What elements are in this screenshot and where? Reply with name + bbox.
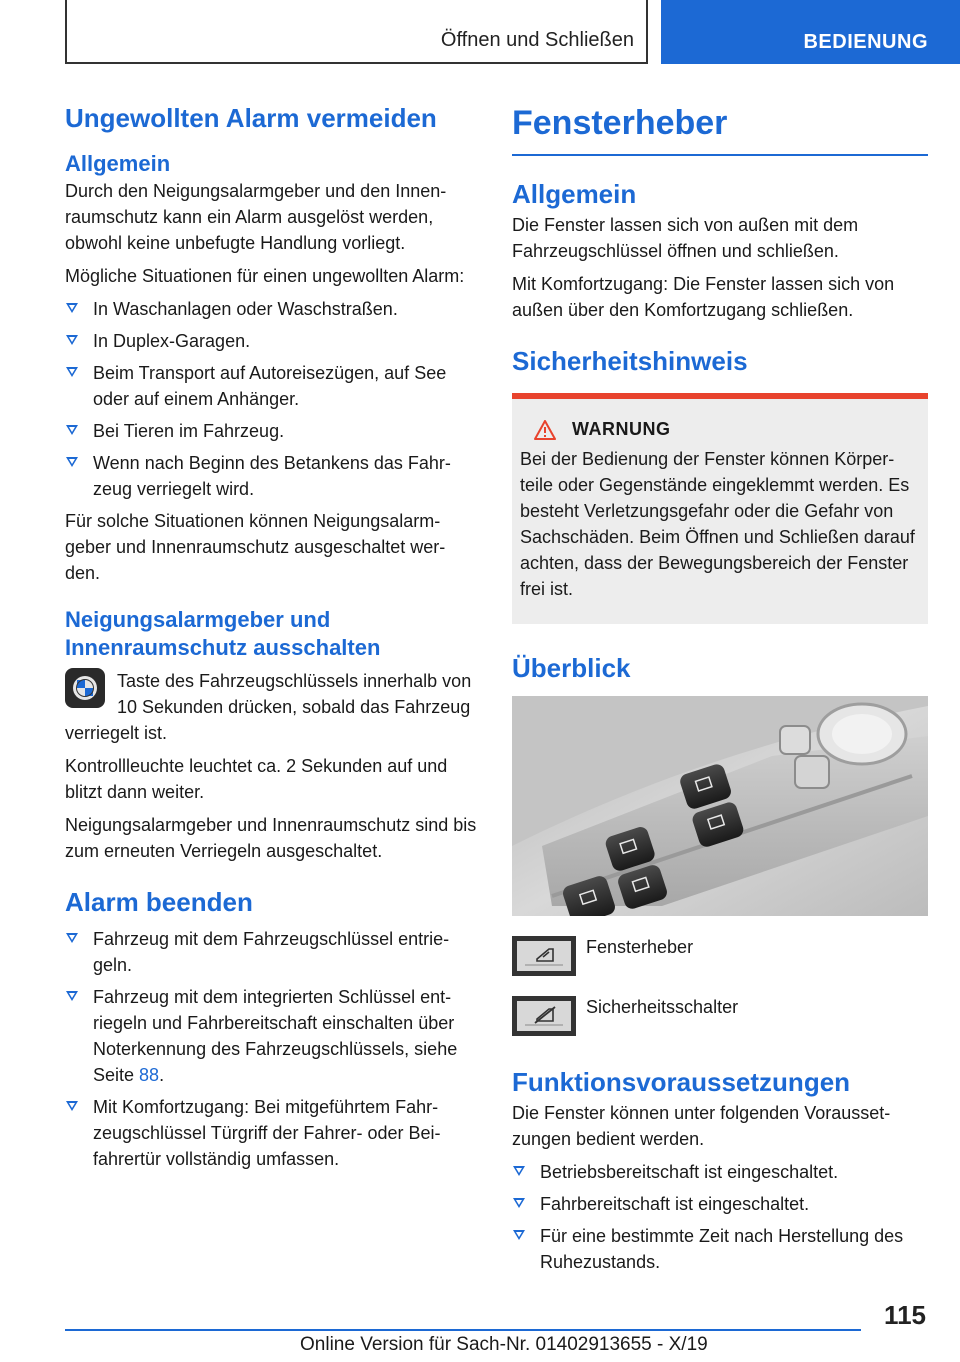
footer-divider [65, 1329, 861, 1331]
footer-online-version: Online Version für Sach-Nr. 01402913655 - X/19 [300, 1334, 708, 1355]
heading-funktionsvoraussetzungen: Funktionsvoraussetzungen [512, 1067, 851, 1097]
warning-text: Bei der Bedienung der Fenster können Körper-teile oder Gegenstände eingeklemmt werden. Es besteht Verletzungsgefahr oder die Gefahr von Sachschäden. Beim Öffnen und Schließen darauf achten, dass der Bewegungsbereich der Fenster frei ist. [520, 449, 915, 599]
heading-alarm-beenden: Alarm beenden [65, 887, 253, 917]
heading-allgemein-right: Allgemein [512, 179, 637, 209]
list-item: Fahrbereitschaft ist eingeschaltet. [512, 1191, 928, 1217]
list-item: Mit Komfortzugang: Bei mitgeführtem Fahr-zeugschlüssel Türgriff der Fahrer- oder Bei-fahrertür vollständig umfassen. [65, 1094, 480, 1172]
paragraph: Neigungsalarmgeber und Innenraumschutz sind bis zum erneuten Verriegeln ausgeschaltet. [65, 815, 477, 861]
end-alarm-list [65, 926, 480, 1172]
bullet-triangle-icon [513, 1166, 525, 1176]
bullet-triangle-icon [66, 425, 78, 435]
warning-box [512, 393, 928, 624]
right-column [512, 100, 928, 1281]
paragraph: Taste des Fahrzeugschlüssels innerhalb von 10 Sekunden drücken, sobald das Fahrzeug verriegelt ist. [65, 671, 472, 743]
heading-allgemein-left: Allgemein [65, 151, 171, 176]
left-column [65, 100, 480, 1178]
list-item: Fahrzeug mit dem Fahrzeugschlüssel entrie-geln. [65, 926, 480, 978]
legend-label: Sicherheitsschalter [586, 997, 739, 1017]
bullet-triangle-icon [66, 335, 78, 345]
list-item: Wenn nach Beginn des Betankens das Fahr-zeug verriegelt wird. [65, 450, 480, 502]
heading-sicherheitshinweis: Sicherheitshinweis [512, 346, 748, 376]
window-switch-icon [512, 936, 576, 976]
page-link[interactable]: 88 [139, 1065, 160, 1085]
paragraph: Für solche Situationen können Neigungsalarm-geber und Innenraumschutz ausgeschaltet wer-den. [65, 511, 446, 583]
paragraph: Die Fenster können unter folgenden Vorausset-zungen bedient werden. [512, 1103, 891, 1149]
heading-fensterheber: Fensterheber [512, 100, 928, 156]
page-number: 115 [884, 1300, 926, 1330]
warning-triangle-icon [534, 420, 556, 440]
heading-ueberblick: Überblick [512, 653, 631, 683]
bullet-triangle-icon [513, 1198, 525, 1208]
heading-ausschalten: Neigungsalarmgeber und Innenraumschutz ausschalten [65, 607, 381, 660]
bullet-triangle-icon [66, 933, 78, 943]
warning-title: WARNUNG [520, 419, 920, 440]
list-item: Fahrzeug mit dem integrierten Schlüssel ent-riegeln und Fahrbereitschaft einschalten über Noterkennung des Fahrzeugschlüssels, siehe Seite 88. [65, 984, 480, 1088]
header-section-tab [65, 0, 648, 64]
heading-ungewollten-alarm: Ungewollten Alarm vermeiden [65, 103, 437, 133]
legend-label: Fensterheber [586, 937, 694, 957]
key-lock-button-icon [65, 668, 105, 708]
bullet-triangle-icon [66, 457, 78, 467]
header-chapter-tab[interactable] [661, 0, 960, 64]
bullet-triangle-icon [66, 303, 78, 313]
legend-row [512, 996, 928, 1036]
bullet-triangle-icon [513, 1230, 525, 1240]
legend-row [512, 936, 928, 976]
list-item: Betriebsbereitschaft ist eingeschaltet. [512, 1159, 928, 1185]
paragraph: Mögliche Situationen für einen ungewollten Alarm: [65, 266, 465, 286]
bullet-triangle-icon [66, 1101, 78, 1111]
brand-logo-icon [73, 676, 97, 700]
paragraph: Kontrollleuchte leuchtet ca. 2 Sekunden auf und blitzt dann weiter. [65, 756, 448, 802]
key-instruction [65, 668, 480, 746]
conditions-list [512, 1159, 928, 1275]
list-item: Beim Transport auf Autoreisezügen, auf See oder auf einem Anhänger. [65, 360, 480, 412]
list-item: Für eine bestimmte Zeit nach Herstellung des Ruhezustands. [512, 1223, 928, 1275]
header-section-title: Öffnen und Schließen [440, 29, 634, 51]
situations-list [65, 296, 480, 502]
bullet-triangle-icon [66, 991, 78, 1001]
window-switch-photo [512, 696, 928, 916]
header-chapter-title: BEDIENUNG [803, 31, 928, 53]
paragraph: Durch den Neigungsalarmgeber und den Innen-raumschutz kann ein Alarm ausgelöst werden, obwohl keine unbefugte Handlung vorliegt. [65, 181, 447, 253]
list-item: Bei Tieren im Fahrzeug. [65, 418, 480, 444]
list-item: In Waschanlagen oder Waschstraßen. [65, 296, 480, 322]
paragraph: Die Fenster lassen sich von außen mit dem Fahrzeugschlüssel öffnen und schließen. [512, 215, 859, 261]
safety-switch-icon [512, 996, 576, 1036]
paragraph: Mit Komfortzugang: Die Fenster lassen sich von außen über den Komfortzugang schließen. [512, 274, 895, 320]
bullet-triangle-icon [66, 367, 78, 377]
list-item: In Duplex-Garagen. [65, 328, 480, 354]
